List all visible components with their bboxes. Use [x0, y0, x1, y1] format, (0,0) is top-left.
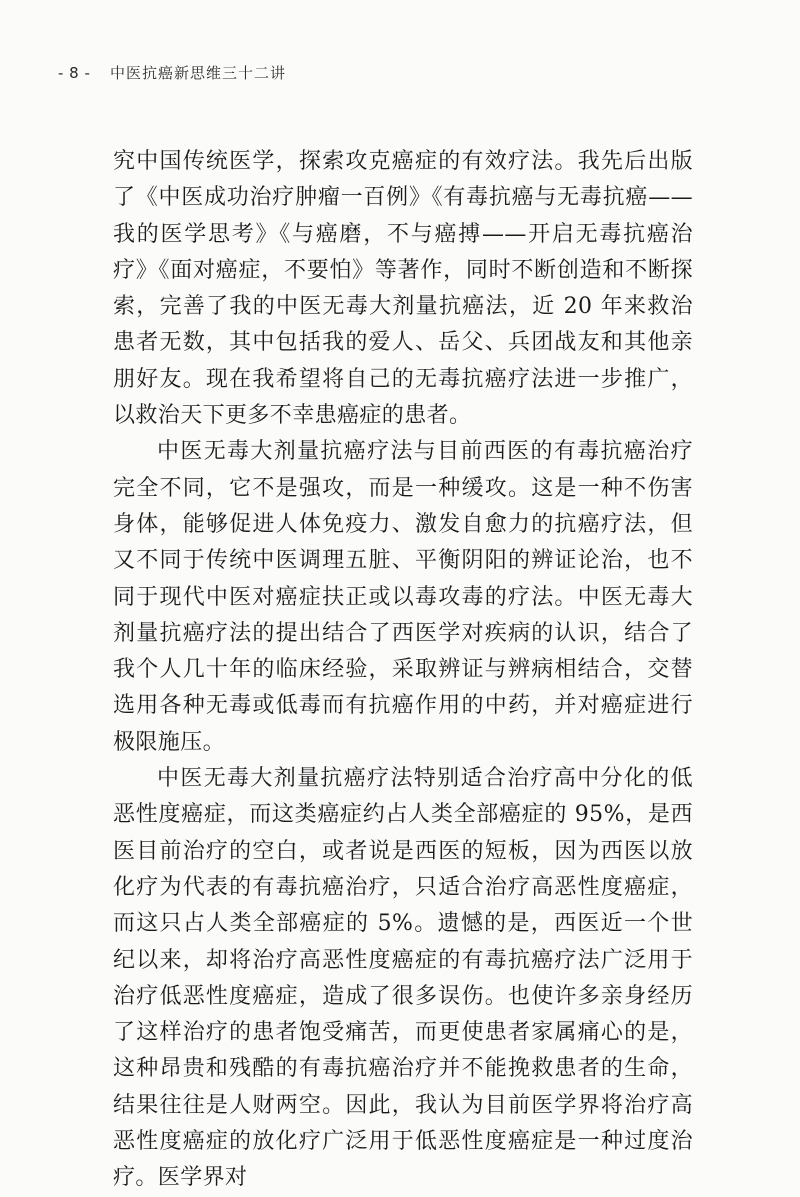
paragraph-continued: 究中国传统医学，探索攻克癌症的有效疗法。我先后出版了《中医成功治疗肿瘤一百例》《有毒抗癌与无毒抗癌——我的医学思考》《与癌磨，不与癌搏——开启无毒抗癌治疗》《面对癌症，不要怕》等著作，同时不断创造和不断探索，完善了我的中医无毒大剂量抗癌法，近 20 年来救治患者无数，其中包括我的爱人、岳父、兵团战友和其他亲朋好友。现在我希望将自己的无毒抗癌疗法进一步推广，以救治天下更多不幸患癌症的患者。	[113, 149, 693, 429]
page-number: - 8 -	[58, 64, 91, 82]
body-text	[113, 144, 693, 1197]
paragraph: 中医无毒大剂量抗癌疗法特别适合治疗高中分化的低恶性度癌症，而这类癌症约占人类全部癌症的 95%，是西医目前治疗的空白，或者说是西医的短板，因为西医以放化疗为代表的有毒抗癌治疗，只适合治疗高恶性度癌症，而这只占人类全部癌症的 5%。遗憾的是，西医近一个世纪以来，却将治疗高恶性度癌症的有毒抗癌疗法广泛用于治疗低恶性度癌症，造成了很多误伤。也使许多亲身经历了这样治疗的患者饱受痛苦，而更使患者家属痛心的是，这种昂贵和残酷的有毒抗癌治疗并不能挽救患者的生命，结果往往是人财两空。因此，我认为目前医学界将治疗高恶性度癌症的放化疗广泛用于低恶性度癌症是一种过度治疗。医学界对	[113, 766, 693, 1191]
running-header	[58, 62, 748, 83]
book-title: 中医抗癌新思维三十二讲	[110, 64, 287, 82]
paragraph: 中医无毒大剂量抗癌疗法与目前西医的有毒抗癌治疗完全不同，它不是强攻，而是一种缓攻。这是一种不伤害身体，能够促进人体免疫力、激发自愈力的抗癌疗法，但又不同于传统中医调理五脏、平衡阴阳的辨证论治，也不同于现代中医对癌症扶正或以毒攻毒的疗法。中医无毒大剂量抗癌疗法的提出结合了西医学对疾病的认识，结合了我个人几十年的临床经验，采取辨证与辨病相结合，交替选用各种无毒或低毒而有抗癌作用的中药，并对癌症进行极限施压。	[113, 439, 693, 755]
